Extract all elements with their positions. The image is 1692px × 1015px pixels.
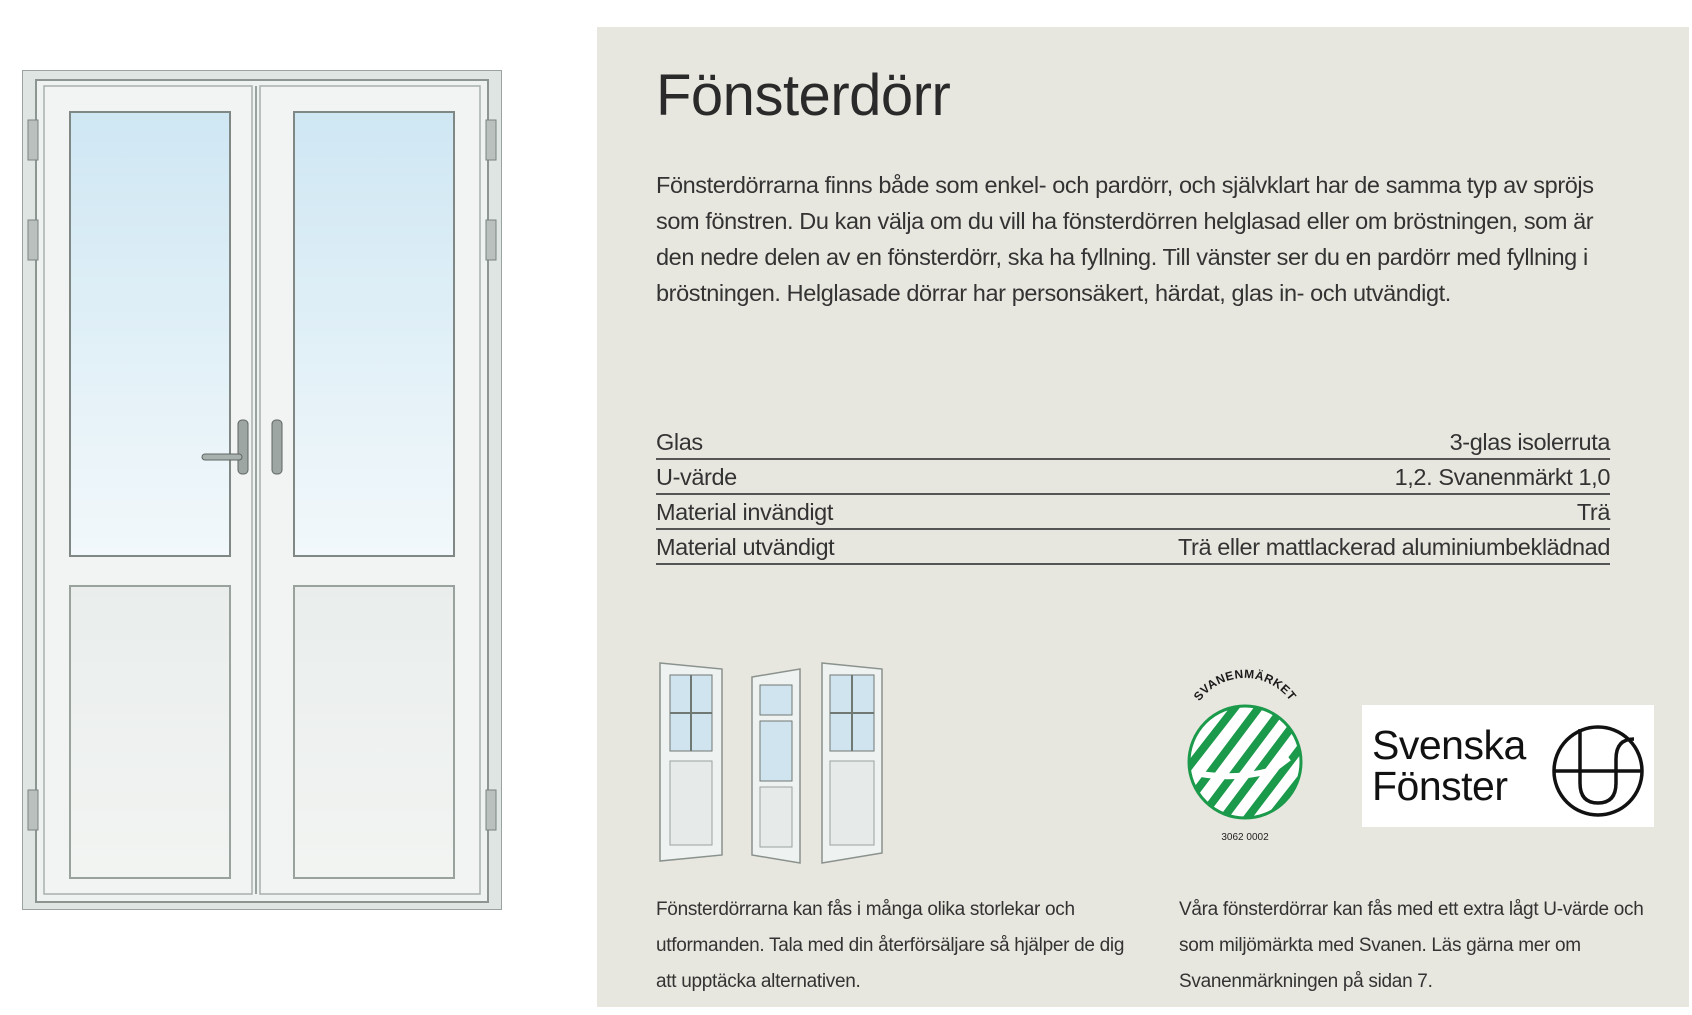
page-title: Fönsterdörr bbox=[656, 63, 951, 128]
spec-value: 3-glas isolerruta bbox=[1449, 429, 1610, 455]
spec-label: Glas bbox=[656, 429, 703, 455]
spec-value: Trä bbox=[1576, 499, 1610, 525]
brand-line-1: Svenska bbox=[1372, 722, 1526, 768]
caption-ecolabel: Våra fönsterdörrar kan fås med ett extra lågt U-värde och som miljömärkta med Svanen. Läs gärna mer om Svanenmärkningen på sidan 7. bbox=[1179, 899, 1644, 992]
spec-row-material-invandigt bbox=[656, 495, 1610, 530]
spec-table bbox=[656, 425, 1610, 565]
spec-row-u-varde bbox=[656, 460, 1610, 495]
spec-row-material-utvandigt bbox=[656, 530, 1610, 565]
brand-line-2: Fönster bbox=[1372, 763, 1508, 809]
spec-label: U-värde bbox=[656, 464, 737, 490]
double-door-photo bbox=[22, 70, 502, 910]
spec-label: Material invändigt bbox=[656, 499, 833, 525]
spec-value: Trä eller mattlackerad aluminiumbeklädnad bbox=[1177, 534, 1610, 560]
window-emblem-icon bbox=[1550, 723, 1646, 819]
svg-text:3062 0002: 3062 0002 bbox=[1221, 832, 1269, 843]
spec-label: Material utvändigt bbox=[656, 534, 835, 560]
door-variants-image bbox=[656, 657, 896, 872]
spec-row-glas bbox=[656, 425, 1610, 460]
swan-ecolabel-logo bbox=[1177, 662, 1312, 852]
caption-variants: Fönsterdörrarna kan fås i många olika storlekar och utformanden. Tala med din återförsäljare så hjälper de dig att upptäcka alternativen. bbox=[656, 899, 1125, 992]
svg-text:SVANENMÄRKET: SVANENMÄRKET bbox=[1190, 666, 1300, 704]
svenska-fonster-logo bbox=[1362, 705, 1654, 827]
info-panel bbox=[597, 27, 1689, 1007]
spec-value: 1,2. Svanenmärkt 1,0 bbox=[1394, 464, 1610, 490]
intro-paragraph: Fönsterdörrarna finns både som enkel- och pardörr, och självklart har de samma typ av spröjs som fönstren. Du kan välja om du vill ha fönsterdörren helglasad eller om bröstningen, som är den nedre delen av en fönsterdörr, ska ha fyllning. Till vänster ser du en pardörr med fyllning i bröstningen. Helglasade dörrar har personsäkert, härdat, glas in- och utvändigt. bbox=[656, 172, 1594, 306]
